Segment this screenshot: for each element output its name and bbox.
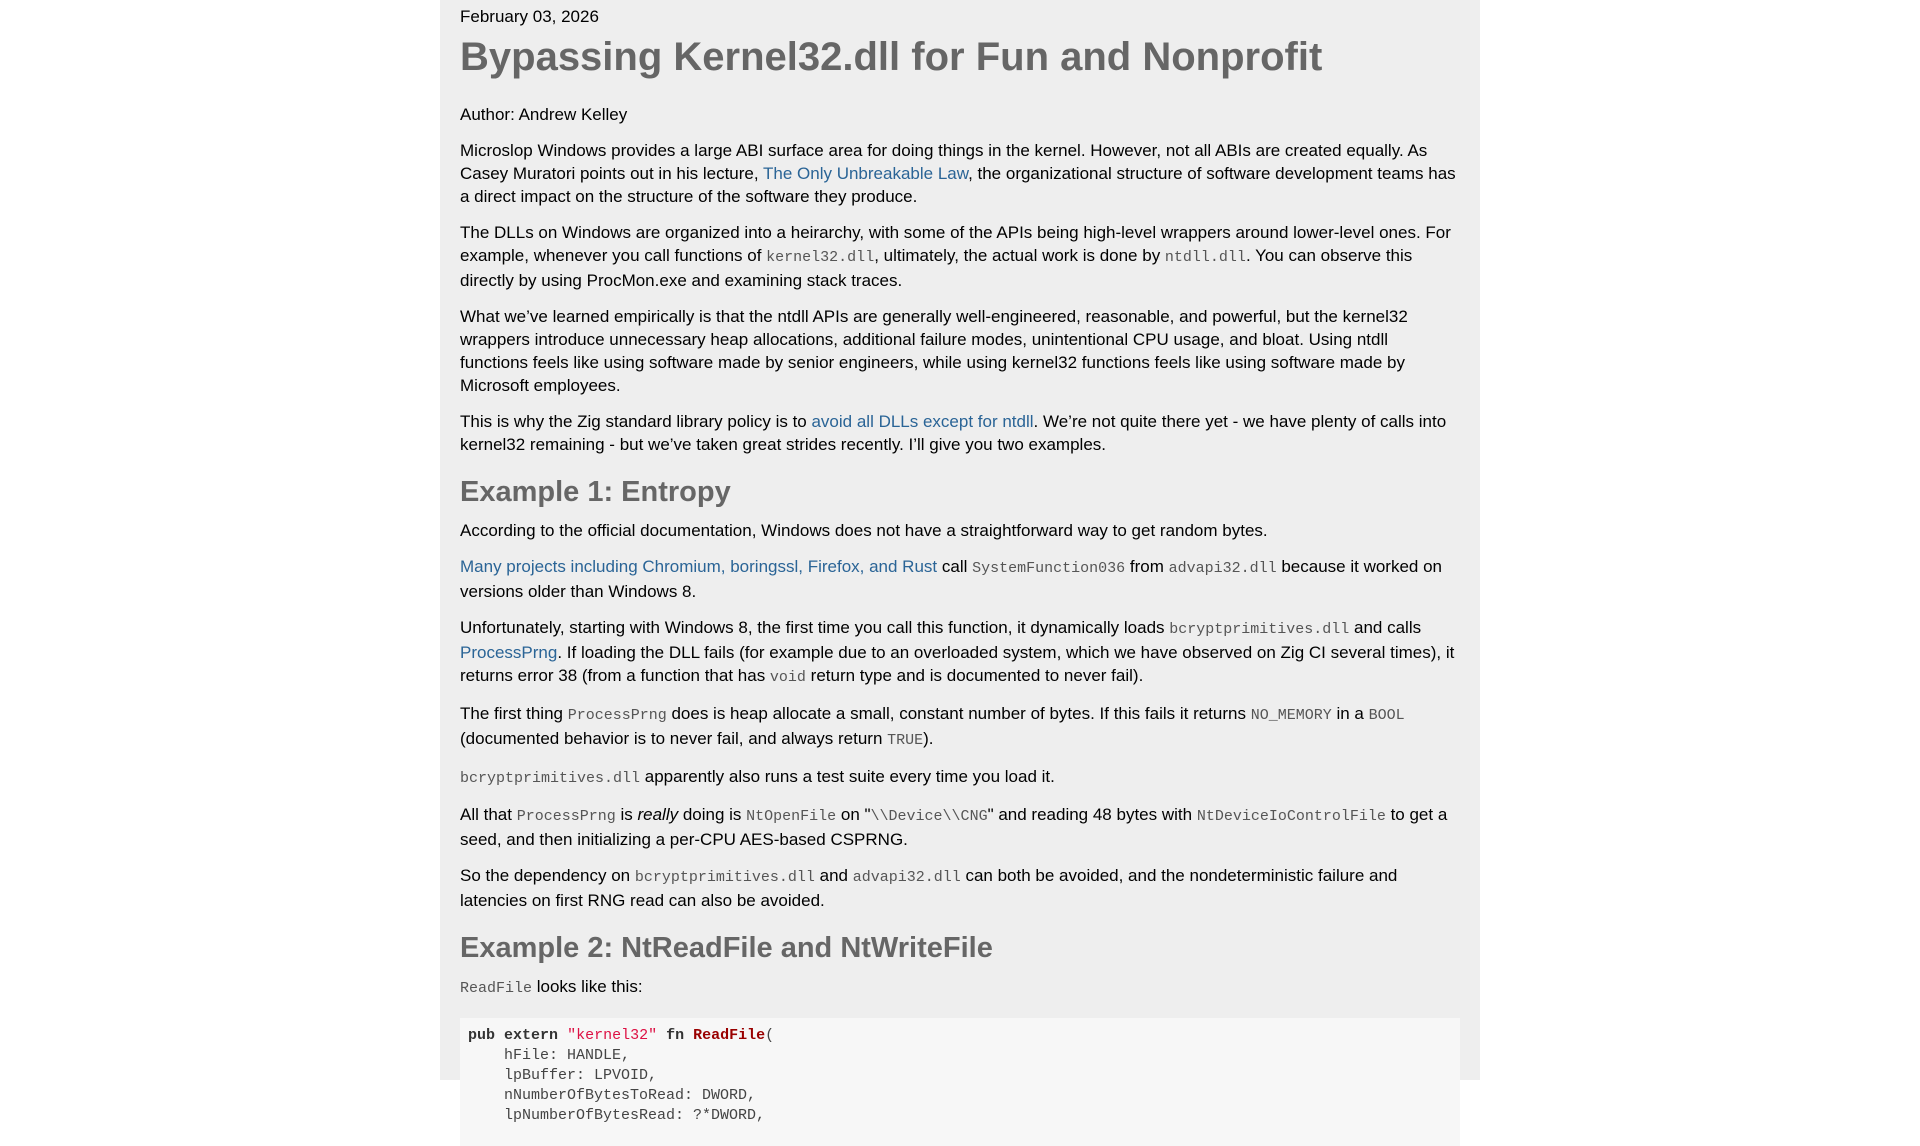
heading-example-2: Example 2: NtReadFile and NtWriteFile bbox=[460, 932, 993, 964]
code-kernel32: kernel32.dll bbox=[766, 249, 875, 266]
code-keyword-extern: extern bbox=[504, 1027, 559, 1044]
paragraph-dependency: So the dependency on bcryptprimitives.dll and advapi32.dll can both be avoided, and the nondeterministic failure and latencies on first RNG read can also be avoided. bbox=[460, 866, 1398, 910]
link-many-projects[interactable]: Many projects including Chromium, boringssl, Firefox, and Rust bbox=[460, 557, 938, 576]
code-string-kernel32: "kernel32" bbox=[567, 1027, 658, 1044]
paragraph-all-that: All that ProcessPrng is really doing is NtOpenFile on "\\Device\\CNG" and reading 48 bytes with NtDeviceIoControlFile to get a seed, and then initializing a per-CPU AES-based CSPRNG. bbox=[460, 805, 1448, 849]
link-processprng[interactable]: ProcessPrng bbox=[460, 643, 558, 662]
paragraph-intro: Microslop Windows provides a large ABI surface area for doing things in the kernel. However, not all ABIs are created equally. As Casey Muratori points out in his lecture, The Only Unbreakable Law, the organizational structure of software development teams has a direct impact on the structure of the software they produce. bbox=[460, 141, 1456, 206]
code-open-paren: ( bbox=[765, 1027, 775, 1044]
code-param-line: hFile: HANDLE, bbox=[504, 1047, 631, 1064]
page-title: Bypassing Kernel32.dll for Fun and Nonprofit bbox=[460, 35, 1323, 79]
code-keyword-fn: fn bbox=[666, 1027, 685, 1044]
paragraph-empirical: What we’ve learned empirically is that the ntdll APIs are generally well-engineered, reasonable, and powerful, but the kernel32 wrappers introduce unnecessary heap allocations, additional failure modes, unintentional CPU usage, and bloat. Using ntdll functions feels like using software made by senior engineers, while using kernel32 functions feels like using software made by Microsoft employees. bbox=[460, 307, 1408, 395]
link-avoid-dlls[interactable]: avoid all DLLs except for ntdll bbox=[811, 412, 1034, 431]
paragraph-windows8: Unfortunately, starting with Windows 8, the first time you call this function, it dynamically loads bcryptprimitives.dll and calls ProcessPrng. If loading the DLL fails (for example due to an overloaded system, which we have observed on Zig CI several times), it returns error 38 (from a function that has void return type and is documented to never fail). bbox=[460, 618, 1455, 686]
code-ntdeviceiocontrolfile: NtDeviceIoControlFile bbox=[1196, 808, 1386, 825]
code-processprng: ProcessPrng bbox=[516, 808, 616, 825]
code-bool: BOOL bbox=[1368, 707, 1405, 724]
paragraph-docs: According to the official documentation, Windows does not have a straightforward way to get random bytes. bbox=[460, 521, 1268, 540]
code-param-line: lpBuffer: LPVOID, bbox=[504, 1067, 658, 1084]
code-processprng: ProcessPrng bbox=[567, 707, 667, 724]
article bbox=[440, 0, 1480, 1124]
code-bcryptprimitives: bcryptprimitives.dll bbox=[634, 869, 815, 886]
paragraph-first-thing: The first thing ProcessPrng does is heap allocate a small, constant number of bytes. If this fails it returns NO_MEMORY in a BOOL (documented behavior is to never fail, and always return TRUE). bbox=[460, 704, 1405, 749]
code-ntopenfile: NtOpenFile bbox=[746, 808, 837, 825]
code-advapi32: advapi32.dll bbox=[1168, 560, 1277, 577]
code-void: void bbox=[769, 669, 806, 686]
post-date: February 03, 2026 bbox=[460, 7, 599, 26]
heading-example-1: Example 1: Entropy bbox=[460, 476, 731, 508]
code-device-cng: \\Device\\CNG bbox=[870, 808, 988, 825]
emphasis-really: really bbox=[637, 805, 679, 824]
paragraph-readfile: ReadFile looks like this: bbox=[460, 977, 643, 997]
author-line: Author: Andrew Kelley bbox=[460, 105, 628, 124]
code-advapi32: advapi32.dll bbox=[852, 869, 961, 886]
code-keyword-pub: pub bbox=[468, 1027, 496, 1044]
code-bcryptprimitives: bcryptprimitives.dll bbox=[460, 770, 641, 787]
paragraph-test-suite: bcryptprimitives.dll apparently also runs a test suite every time you load it. bbox=[460, 767, 1055, 787]
code-no-memory: NO_MEMORY bbox=[1250, 707, 1332, 724]
paragraph-dll-hierarchy: The DLLs on Windows are organized into a heirarchy, with some of the APIs being high-level wrappers around lower-level ones. For example, whenever you call functions of kernel32.dll, ultimately, the actual work is done by ntdll.dll. You can observe this directly by using ProcMon.exe and examining stack traces. bbox=[460, 223, 1451, 290]
paragraph-policy: This is why the Zig standard library policy is to avoid all DLLs except for ntdll. We’re not quite there yet - we have plenty of calls into kernel32 remaining - but we’ve taken great strides recently. I’ll give you two examples. bbox=[460, 412, 1447, 454]
code-param-line: nNumberOfBytesToRead: DWORD, bbox=[504, 1087, 757, 1104]
code-ntdll: ntdll.dll bbox=[1164, 249, 1246, 266]
code-true: TRUE bbox=[887, 732, 924, 749]
paragraph-projects: Many projects including Chromium, boringssl, Firefox, and Rust call SystemFunction036 from advapi32.dll because it worked on versions older than Windows 8. bbox=[460, 557, 1443, 601]
code-readfile: ReadFile bbox=[460, 980, 533, 997]
code-systemfunction036: SystemFunction036 bbox=[972, 560, 1126, 577]
link-only-unbreakable-law[interactable]: The Only Unbreakable Law bbox=[763, 164, 969, 183]
code-function-name: ReadFile bbox=[693, 1027, 766, 1044]
code-block bbox=[460, 1018, 1460, 1146]
code-bcryptprimitives: bcryptprimitives.dll bbox=[1169, 621, 1350, 638]
code-param-line: lpNumberOfBytesRead: ?*DWORD, bbox=[504, 1107, 766, 1124]
